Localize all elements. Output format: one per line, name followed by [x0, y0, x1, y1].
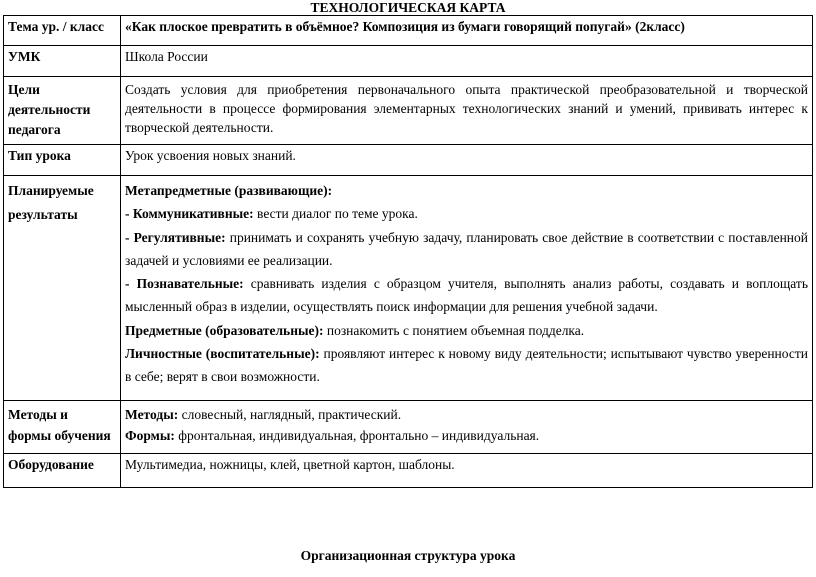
personal-item [125, 342, 808, 389]
label-equipment: Оборудование [4, 454, 121, 488]
forms-item [125, 425, 808, 446]
communicative-label: - Коммуникативные: [125, 206, 254, 222]
row-goals [4, 77, 813, 145]
label-results [4, 176, 121, 401]
regulative-item [125, 226, 808, 273]
subject-text: познакомить с понятием объемная подделка. [323, 322, 585, 338]
subject-label: Предметные (образовательные): [125, 322, 324, 338]
label-methods-line1: Методы и [8, 407, 68, 422]
forms-text: фронтальная, индивидуальная, фронтально – индивидуальная. [174, 428, 540, 443]
label-umk: УМК [4, 46, 121, 77]
tech-card-table [3, 15, 813, 488]
label-results-line1: Планируемые [8, 183, 94, 198]
value-lesson-type: Урок усвоения новых знаний. [121, 145, 813, 176]
label-methods [4, 401, 121, 454]
document-title: ТЕХНОЛОГИЧЕСКАЯ КАРТА [310, 0, 506, 15]
regulative-text: принимать и сохранять учебную задачу, планировать свое действие в соответствии с поставленной задачей и условиями ее реализации. [125, 229, 809, 268]
personal-text: проявляют интерес к новому виду деятельности; испытывают чувство уверенности в себе; верят в свои возможности. [125, 346, 808, 385]
label-results-line2: результаты [8, 207, 78, 222]
label-goals-line1: Цели [8, 82, 40, 97]
row-lesson-type [4, 145, 813, 176]
label-goals-line2: деятельности [8, 102, 91, 117]
section-title: Организационная структура урока [300, 548, 516, 563]
label-goals [4, 77, 121, 145]
personal-label: Личностные (воспитательные): [125, 346, 320, 362]
cognitive-item [125, 272, 808, 319]
methods-text: словесный, наглядный, практический. [178, 407, 402, 422]
value-topic: «Как плоское превратить в объёмное? Композиция из бумаги говорящий попугай» (2класс) [121, 16, 813, 46]
meta-heading: Метапредметные (развивающие): [125, 183, 333, 198]
cognitive-label: - Познавательные: [125, 276, 244, 292]
cognitive-text: сравнивать изделия с образцом учителя, выполнять анализ работы, создавать и воплощать мысленный образ в изделии, осуществлять поиск информации для решения учебной задачи. [125, 276, 808, 315]
row-methods [4, 401, 813, 454]
subject-item [125, 319, 808, 342]
methods-item [125, 404, 808, 425]
label-goals-line3: педагога [8, 122, 61, 137]
value-results [121, 176, 813, 401]
row-umk [4, 46, 813, 77]
label-lesson-type: Тип урока [4, 145, 121, 176]
value-goals: Создать условия для приобретения первоначального опыта практической преобразовательной и творческой деятельности в процессе формирования элементарных технологических знаний и умений, прививать интерес к творческой деятельности. [121, 77, 813, 145]
value-umk: Школа России [121, 46, 813, 77]
forms-label: Формы: [125, 428, 175, 443]
value-methods [121, 401, 813, 454]
communicative-item [125, 202, 808, 225]
row-topic [4, 16, 813, 46]
regulative-label: - Регулятивные: [125, 229, 226, 245]
row-results [4, 176, 813, 401]
value-equipment: Мультимедиа, ножницы, клей, цветной картон, шаблоны. [121, 454, 813, 488]
methods-label: Методы: [125, 407, 179, 422]
row-equipment [4, 454, 813, 488]
label-methods-line2: формы обучения [8, 428, 111, 443]
label-topic: Тема ур. / класс [4, 16, 121, 46]
communicative-text: вести диалог по теме урока. [253, 206, 418, 222]
